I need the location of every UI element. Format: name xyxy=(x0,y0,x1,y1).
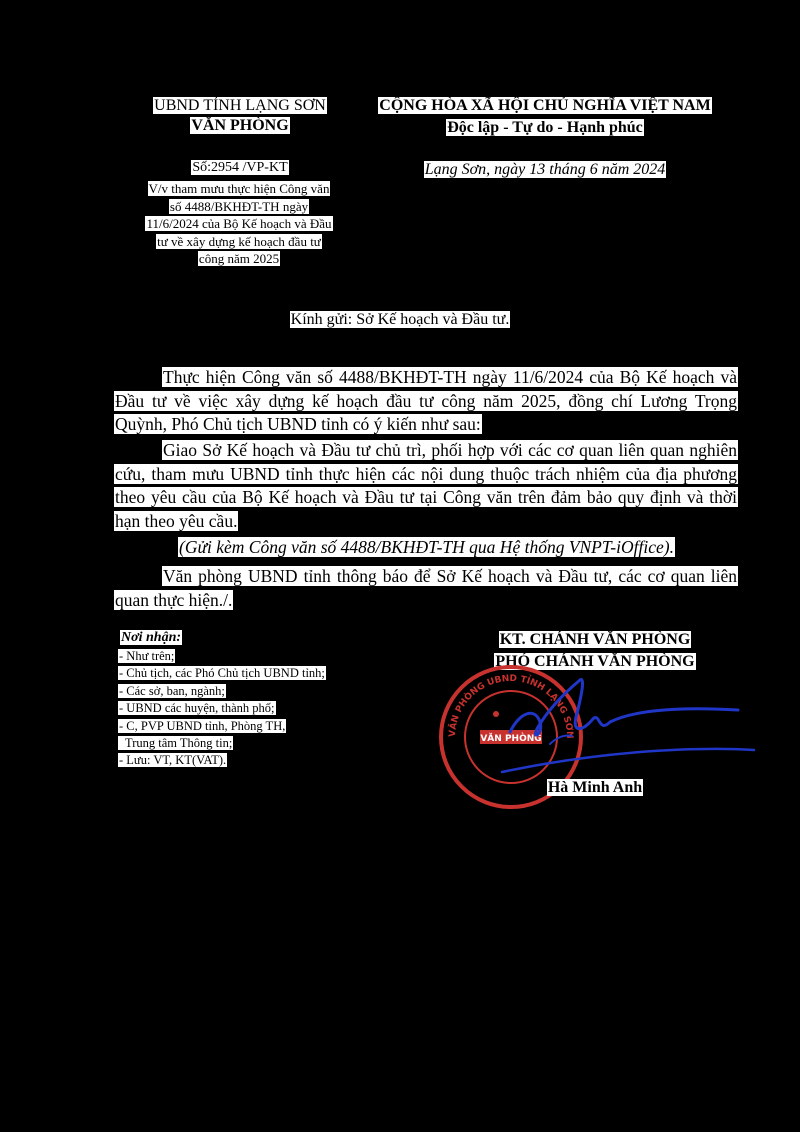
subject-line: công năm 2025 xyxy=(198,251,280,266)
document-number xyxy=(120,159,360,177)
national-motto xyxy=(350,118,740,138)
subject-line: 11/6/2024 của Bộ Kế hoạch và Đầu xyxy=(146,216,332,231)
receiver-item: Trung tâm Thông tin; xyxy=(119,736,233,751)
attachment-note-text: (Gửi kèm Công văn số 4488/BKHĐT-TH qua Hệ thống VNPT-iOffice). xyxy=(179,537,674,557)
national-title xyxy=(350,96,740,116)
receiver-item: - Như trên; xyxy=(119,649,175,663)
subject-line: V/v tham mưu thực hiện Công văn xyxy=(148,181,330,196)
place-date xyxy=(350,159,740,181)
body-paragraph-3 xyxy=(114,565,738,612)
subject-line: tư về xây dựng kế hoạch đầu tư xyxy=(157,233,321,249)
receiver-item: - UBND các huyện, thành phố; xyxy=(119,701,275,716)
signer-authority-text: KT. CHÁNH VĂN PHÒNG xyxy=(499,631,691,648)
body-paragraph-1 xyxy=(114,366,738,437)
receiver-item: - C, PVP UBND tỉnh, Phòng TH, xyxy=(119,718,286,733)
body-paragraph-2-text: Giao Sở Kế hoạch và Đầu tư chủ trì, phối hợp với các cơ quan liên quan nghiên cứu, tham mưu UBND tỉnh thực hiện các nội dung thuộc trách nhiệm của địa phương theo yêu cầu của Bộ Kế hoạch và Đầu tư tại Công văn trên đảm bảo quy định và thời hạn theo yêu cầu. xyxy=(115,440,737,531)
issuing-authority-text: UBND TỈNH LẠNG SƠN xyxy=(154,97,326,114)
seal-ring-text: VĂN PHÒNG UBND TỈNH LẠNG SƠN xyxy=(447,673,575,739)
issuing-office xyxy=(120,116,360,136)
receiver-item: - Lưu: VT, KT(VAT). xyxy=(119,753,227,768)
receiver-item: - Chủ tịch, các Phó Chủ tịch UBND tỉnh; xyxy=(119,666,325,681)
recipient-line xyxy=(160,309,640,331)
body-paragraph-2 xyxy=(114,439,738,533)
issuing-office-text: VĂN PHÒNG xyxy=(191,117,289,134)
receiver-item: - Các sở, ban, ngành; xyxy=(119,683,225,698)
national-title-text: CỘNG HÒA XÃ HỘI CHỦ NGHĨA VIỆT NAM xyxy=(379,97,711,114)
body-paragraph-3-text: Văn phòng UBND tỉnh thông báo để Sở Kế hoạch và Đầu tư, các cơ quan liên quan thực hiện./. xyxy=(115,566,737,610)
body-paragraph-1-text: Thực hiện Công văn số 4488/BKHĐT-TH ngày 11/6/2024 của Bộ Kế hoạch và Đầu tư về việc xây dựng kế hoạch đầu tư công năm 2025, đồng chí Lương Trọng Quỳnh, Phó Chủ tịch UBND tỉnh có ý kiến như sau: xyxy=(115,367,737,434)
place-date-text: Lạng Sơn, ngày 13 tháng 6 năm 2024 xyxy=(424,161,666,178)
signer-position-text: PHÓ CHÁNH VĂN PHÒNG xyxy=(495,653,695,670)
document-number-text: Số:2954 /VP-KT xyxy=(192,160,288,175)
signer-name xyxy=(520,777,670,799)
attachment-note xyxy=(114,536,738,560)
receivers-list xyxy=(118,648,398,770)
recipient-text: Kính gửi: Sở Kế hoạch và Đầu tư. xyxy=(290,311,510,328)
receivers-title-text: Nơi nhận: xyxy=(121,630,182,645)
seal-center-text: VĂN PHÒNG xyxy=(480,734,542,744)
signer-name-text: Hà Minh Anh xyxy=(547,779,643,796)
issuing-authority xyxy=(120,96,360,116)
document-subject xyxy=(114,180,364,268)
national-motto-text: Độc lập - Tự do - Hạnh phúc xyxy=(447,119,643,136)
receivers-title xyxy=(120,630,182,646)
handwritten-signature xyxy=(480,672,760,782)
subject-line: số 4488/BKHĐT-TH ngày xyxy=(169,198,309,214)
signer-authority xyxy=(460,629,730,651)
